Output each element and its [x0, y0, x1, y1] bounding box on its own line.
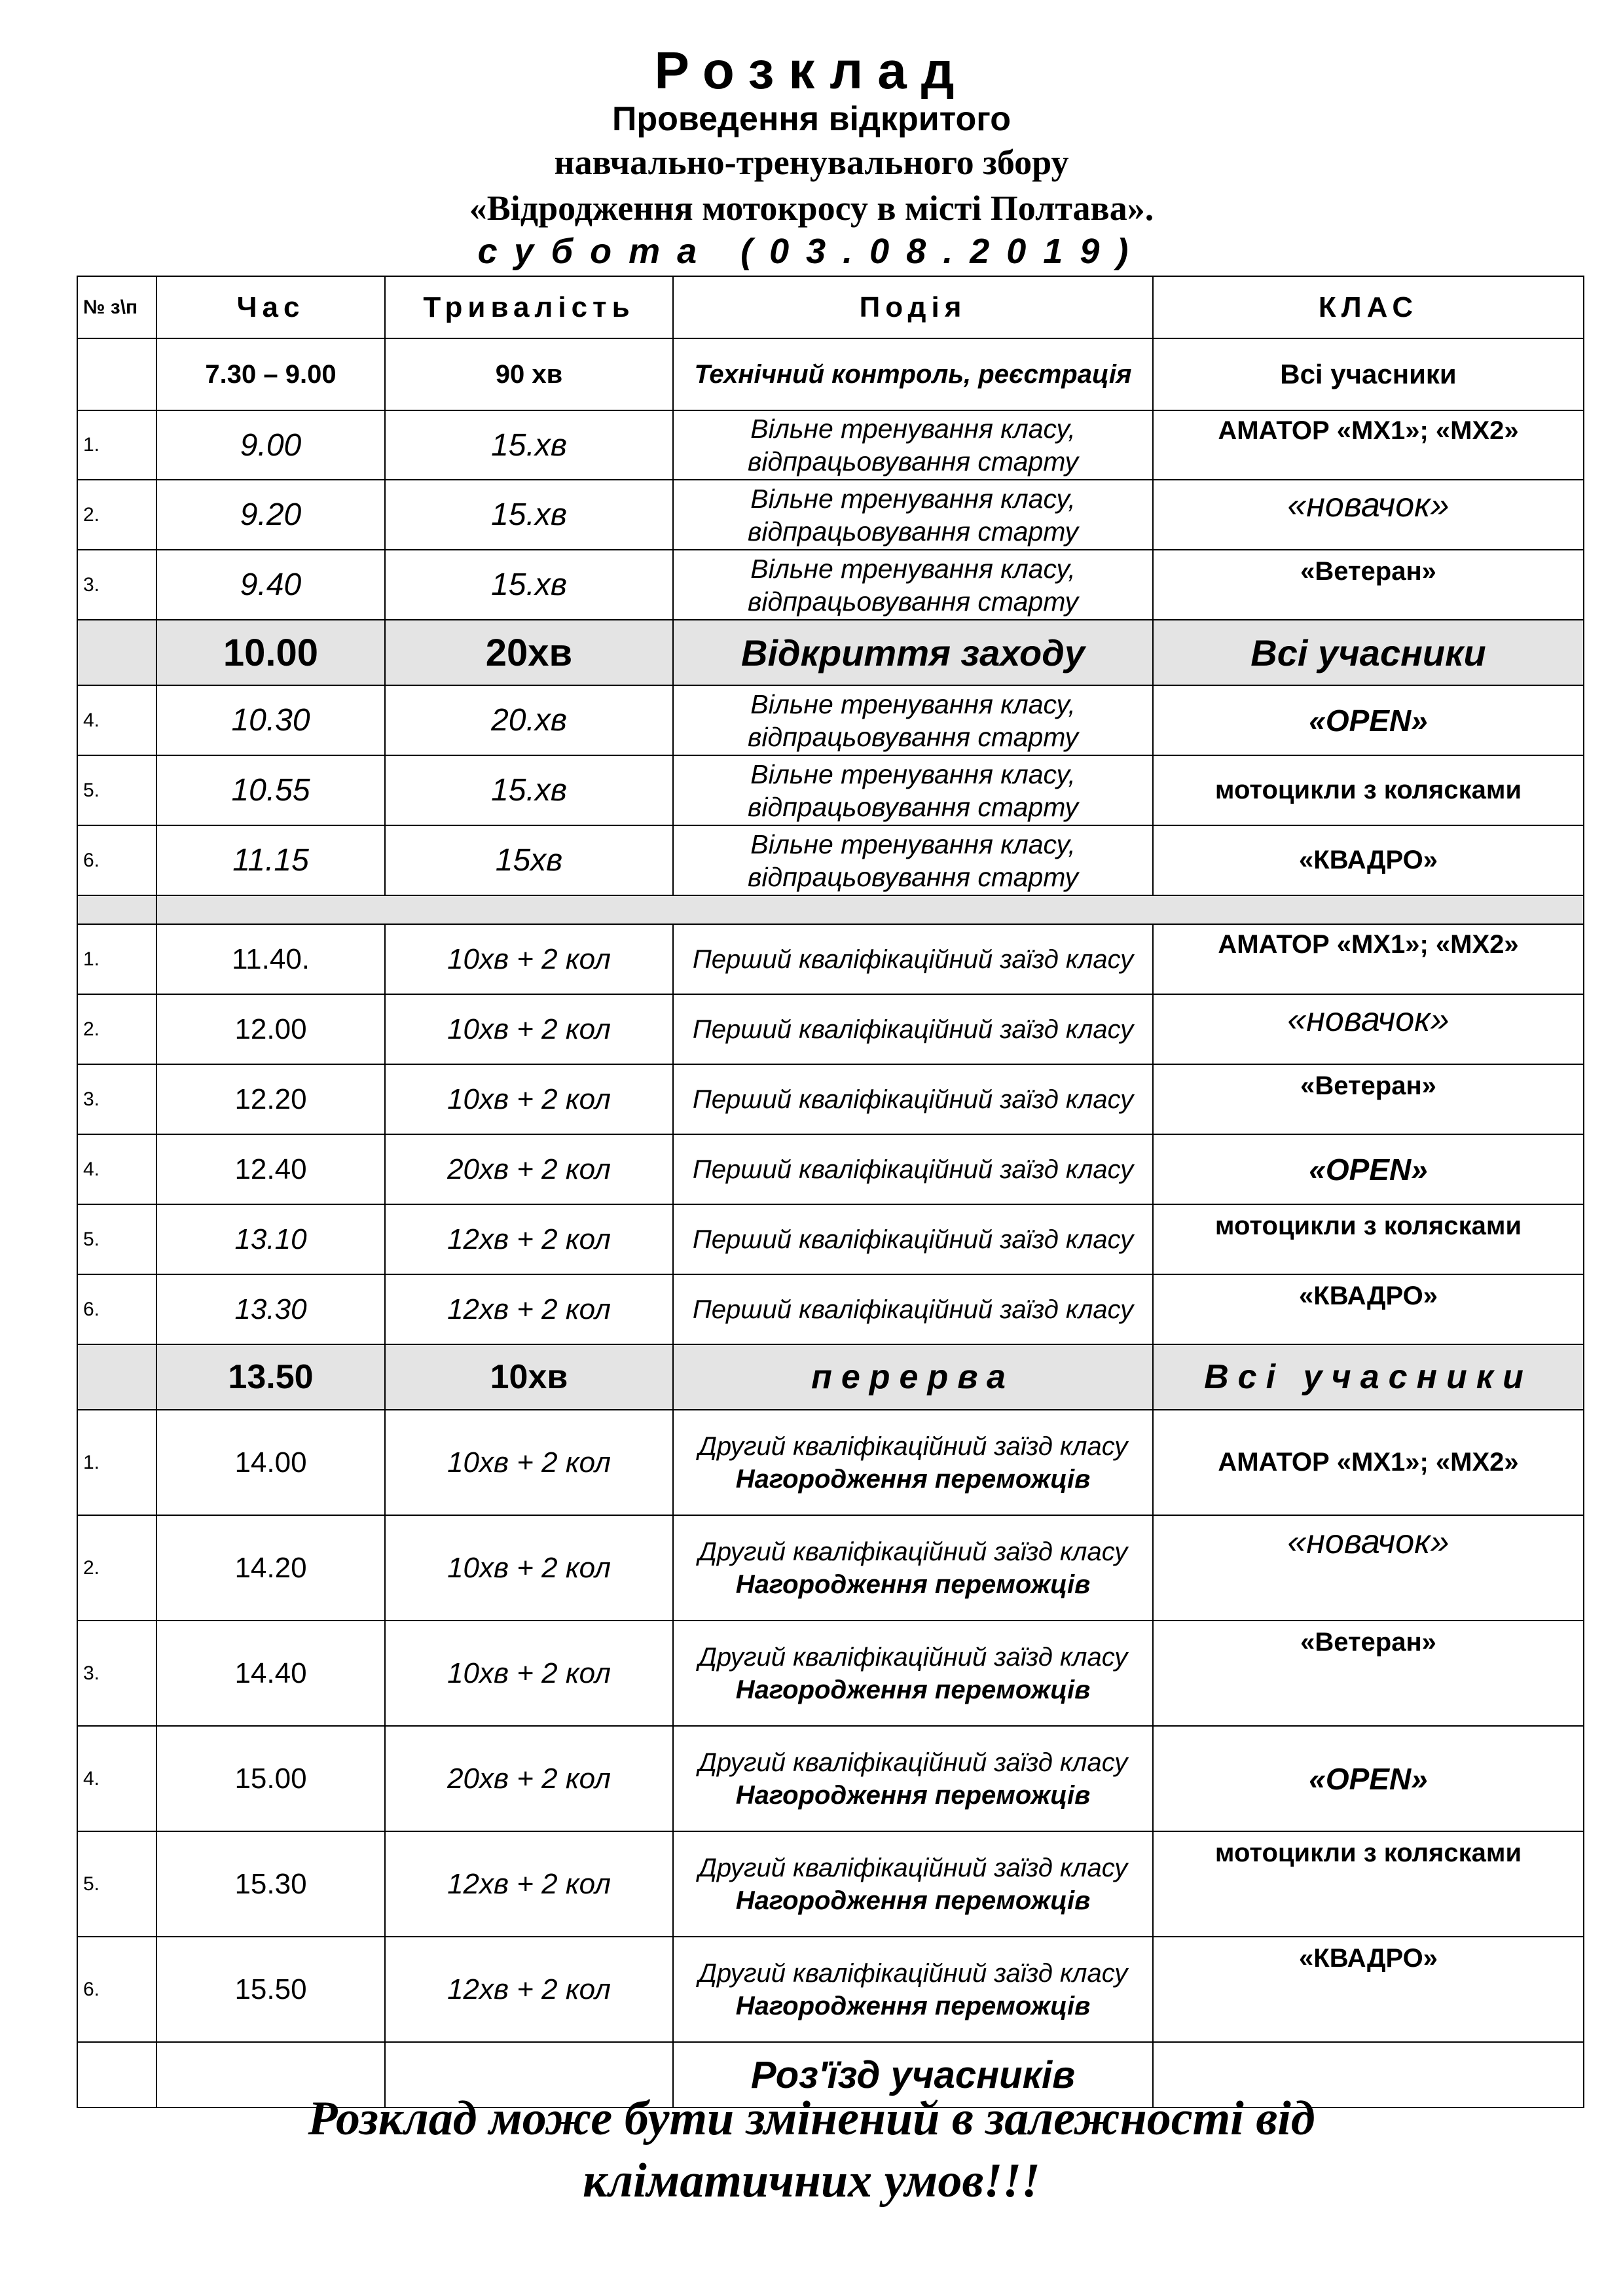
row-class: АМАТОР «МХ1»; «МХ2»: [1153, 924, 1584, 994]
row-time: 9.00: [156, 410, 385, 480]
row-number: 2.: [77, 1515, 156, 1621]
table-row: [77, 410, 1584, 480]
col-header-duration: Тривалість: [385, 276, 673, 338]
row-event: Перший кваліфікаційний заїзд класу: [673, 924, 1153, 994]
row-event: Вільне тренування класу, відпрацьовування старту: [673, 480, 1153, 550]
row-time: 14.00: [156, 1410, 385, 1515]
row-event: перерва: [673, 1344, 1153, 1410]
row-time: 9.20: [156, 480, 385, 550]
row-event-award: Нагородження переможців: [735, 1464, 1091, 1494]
row-event-text: Другий кваліфікаційний заїзд класу: [698, 1537, 1128, 1566]
row-time: 12.00: [156, 994, 385, 1064]
row-event-award: Нагородження переможців: [735, 1780, 1091, 1810]
table-row: [77, 994, 1584, 1064]
row-class: мотоцикли з колясками: [1153, 1831, 1584, 1937]
row-number: [77, 620, 156, 685]
separator-cell: [77, 895, 156, 924]
row-class: АМАТОР «МХ1»; «МХ2»: [1153, 410, 1584, 480]
row-duration: 10хв + 2 кол: [385, 1621, 673, 1726]
row-duration: 12хв + 2 кол: [385, 1831, 673, 1937]
row-event: Роз'їзд учасників: [673, 2042, 1153, 2108]
row-event: Вільне тренування класу, відпрацьовування старту: [673, 755, 1153, 825]
row-event: Вільне тренування класу, відпрацьовування старту: [673, 410, 1153, 480]
row-number: 2.: [77, 480, 156, 550]
schedule-date: субота (03.08.2019): [477, 232, 1146, 271]
row-duration: 10хв + 2 кол: [385, 1515, 673, 1621]
row-time: 9.40: [156, 550, 385, 620]
row-time: 7.30 – 9.00: [156, 338, 385, 410]
row-event: Перший кваліфікаційний заїзд класу: [673, 1064, 1153, 1134]
row-class: «Ветеран»: [1153, 1621, 1584, 1726]
row-event-award: Нагородження переможців: [735, 1570, 1091, 1599]
row-duration: 20хв: [385, 620, 673, 685]
subtitle-line-2: навчально-тренувального збору: [554, 143, 1069, 182]
row-class: Всі учасники: [1153, 338, 1584, 410]
row-time: 11.15: [156, 825, 385, 895]
table-row-highlight: [77, 1344, 1584, 1410]
row-number: 1.: [77, 924, 156, 994]
table-row: [77, 1831, 1584, 1937]
row-class: мотоцикли з колясками: [1153, 1204, 1584, 1274]
footer-note-line-1: Розклад може бути змінений в залежності від: [308, 2092, 1315, 2145]
row-duration: 10хв + 2 кол: [385, 994, 673, 1064]
row-duration: 90 хв: [385, 338, 673, 410]
row-duration: 15.хв: [385, 480, 673, 550]
table-row: [77, 1621, 1584, 1726]
row-time: 10.30: [156, 685, 385, 755]
row-duration: 12хв + 2 кол: [385, 1204, 673, 1274]
row-event-text: Другий кваліфікаційний заїзд класу: [698, 1642, 1128, 1672]
row-number: 2.: [77, 994, 156, 1064]
row-class: «Ветеран»: [1153, 550, 1584, 620]
row-event: [673, 1831, 1153, 1937]
row-duration: 20хв + 2 кол: [385, 1726, 673, 1831]
row-event: [673, 1621, 1153, 1726]
row-event: Перший кваліфікаційний заїзд класу: [673, 1134, 1153, 1204]
row-number: 6.: [77, 1274, 156, 1344]
row-number: [77, 1344, 156, 1410]
row-time: 15.00: [156, 1726, 385, 1831]
row-time: 10.55: [156, 755, 385, 825]
row-time: 12.40: [156, 1134, 385, 1204]
row-number: 3.: [77, 550, 156, 620]
table-row: [77, 825, 1584, 895]
row-event-text: Другий кваліфікаційний заїзд класу: [698, 1431, 1128, 1461]
row-event: [673, 1410, 1153, 1515]
footer-note-line-2: кліматичних умов!!!: [583, 2154, 1040, 2208]
table-row: [77, 338, 1584, 410]
row-number: 4.: [77, 1726, 156, 1831]
row-number: 6.: [77, 1937, 156, 2042]
row-event: Перший кваліфікаційний заїзд класу: [673, 994, 1153, 1064]
row-event: Відкриття заходу: [673, 620, 1153, 685]
row-class: «КВАДРО»: [1153, 1274, 1584, 1344]
row-number: 3.: [77, 1064, 156, 1134]
row-class: АМАТОР «МХ1»; «МХ2»: [1153, 1410, 1584, 1515]
row-event: [673, 1515, 1153, 1621]
row-event: Перший кваліфікаційний заїзд класу: [673, 1274, 1153, 1344]
col-header-class: КЛАС: [1153, 276, 1584, 338]
row-time: 11.40.: [156, 924, 385, 994]
row-number: 3.: [77, 1621, 156, 1726]
row-number: [77, 338, 156, 410]
row-number: 5.: [77, 755, 156, 825]
row-number: 6.: [77, 825, 156, 895]
row-duration: 12хв + 2 кол: [385, 1937, 673, 2042]
col-header-time: Час: [156, 276, 385, 338]
page-title: Розклад: [654, 41, 969, 99]
table-row: [77, 1726, 1584, 1831]
row-number: 1.: [77, 410, 156, 480]
row-class: «OPEN»: [1153, 685, 1584, 755]
row-duration: 15.хв: [385, 550, 673, 620]
col-header-number: № з\п: [77, 276, 156, 338]
schedule-table: [77, 276, 1584, 2108]
table-row: [77, 1410, 1584, 1515]
row-event-text: Другий кваліфікаційний заїзд класу: [698, 1853, 1128, 1882]
row-duration: 10хв + 2 кол: [385, 924, 673, 994]
row-class: Всі учасники: [1153, 620, 1584, 685]
table-row: [77, 1274, 1584, 1344]
row-duration: 15.хв: [385, 410, 673, 480]
row-time: 12.20: [156, 1064, 385, 1134]
row-event: [673, 1937, 1153, 2042]
row-event: Вільне тренування класу, відпрацьовування старту: [673, 550, 1153, 620]
row-class: «КВАДРО»: [1153, 825, 1584, 895]
table-row: [77, 480, 1584, 550]
row-event: Перший кваліфікаційний заїзд класу: [673, 1204, 1153, 1274]
row-class: «Ветеран»: [1153, 1064, 1584, 1134]
separator-cell: [156, 895, 1584, 924]
row-duration: 10хв + 2 кол: [385, 1064, 673, 1134]
row-event: Вільне тренування класу, відпрацьовування старту: [673, 825, 1153, 895]
col-header-event: Подія: [673, 276, 1153, 338]
row-time: 13.30: [156, 1274, 385, 1344]
row-time: 13.50: [156, 1344, 385, 1410]
row-event-text: Другий кваліфікаційний заїзд класу: [698, 1958, 1128, 1988]
row-class: «OPEN»: [1153, 1726, 1584, 1831]
row-number: 5.: [77, 1204, 156, 1274]
table-row: [77, 924, 1584, 994]
row-duration: 10хв: [385, 1344, 673, 1410]
row-number: 4.: [77, 1134, 156, 1204]
table-row: [77, 1204, 1584, 1274]
table-row: [77, 755, 1584, 825]
table-row: [77, 550, 1584, 620]
table-row: [77, 685, 1584, 755]
row-number: 4.: [77, 685, 156, 755]
row-number: 5.: [77, 1831, 156, 1937]
row-duration: 20.хв: [385, 685, 673, 755]
row-event-text: Другий кваліфікаційний заїзд класу: [698, 1748, 1128, 1777]
table-row: [77, 1134, 1584, 1204]
row-event-award: Нагородження переможців: [735, 1991, 1091, 2020]
row-class: «новачок»: [1153, 480, 1584, 550]
row-event: Вільне тренування класу, відпрацьовування старту: [673, 685, 1153, 755]
row-duration: 15хв: [385, 825, 673, 895]
subtitle-line-1: Проведення відкритого: [611, 100, 1012, 138]
row-duration: 15.хв: [385, 755, 673, 825]
row-class: «новачок»: [1153, 994, 1584, 1064]
row-time: 15.50: [156, 1937, 385, 2042]
row-event: [673, 1726, 1153, 1831]
table-row: [77, 1937, 1584, 2042]
row-class: «OPEN»: [1153, 1134, 1584, 1204]
row-time: 14.20: [156, 1515, 385, 1621]
table-row: [77, 1515, 1584, 1621]
row-class: мотоцикли з колясками: [1153, 755, 1584, 825]
row-event-award: Нагородження переможців: [735, 1675, 1091, 1704]
row-class: «КВАДРО»: [1153, 1937, 1584, 2042]
row-class: Всі учасники: [1153, 1344, 1584, 1410]
row-duration: 20хв + 2 кол: [385, 1134, 673, 1204]
table-row: [77, 1064, 1584, 1134]
table-header-row: [77, 276, 1584, 338]
row-time: 13.10: [156, 1204, 385, 1274]
row-number: 1.: [77, 1410, 156, 1515]
row-duration: 12хв + 2 кол: [385, 1274, 673, 1344]
row-time: 10.00: [156, 620, 385, 685]
separator-row: [77, 895, 1584, 924]
row-class: «новачок»: [1153, 1515, 1584, 1621]
subtitle-line-3: «Відродження мотокросу в місті Полтава».: [469, 188, 1154, 228]
table-row-highlight: [77, 620, 1584, 685]
row-duration: 10хв + 2 кол: [385, 1410, 673, 1515]
row-time: 14.40: [156, 1621, 385, 1726]
row-event-award: Нагородження переможців: [735, 1886, 1091, 1915]
row-time: 15.30: [156, 1831, 385, 1937]
row-event: Технічний контроль, реєстрація: [673, 338, 1153, 410]
